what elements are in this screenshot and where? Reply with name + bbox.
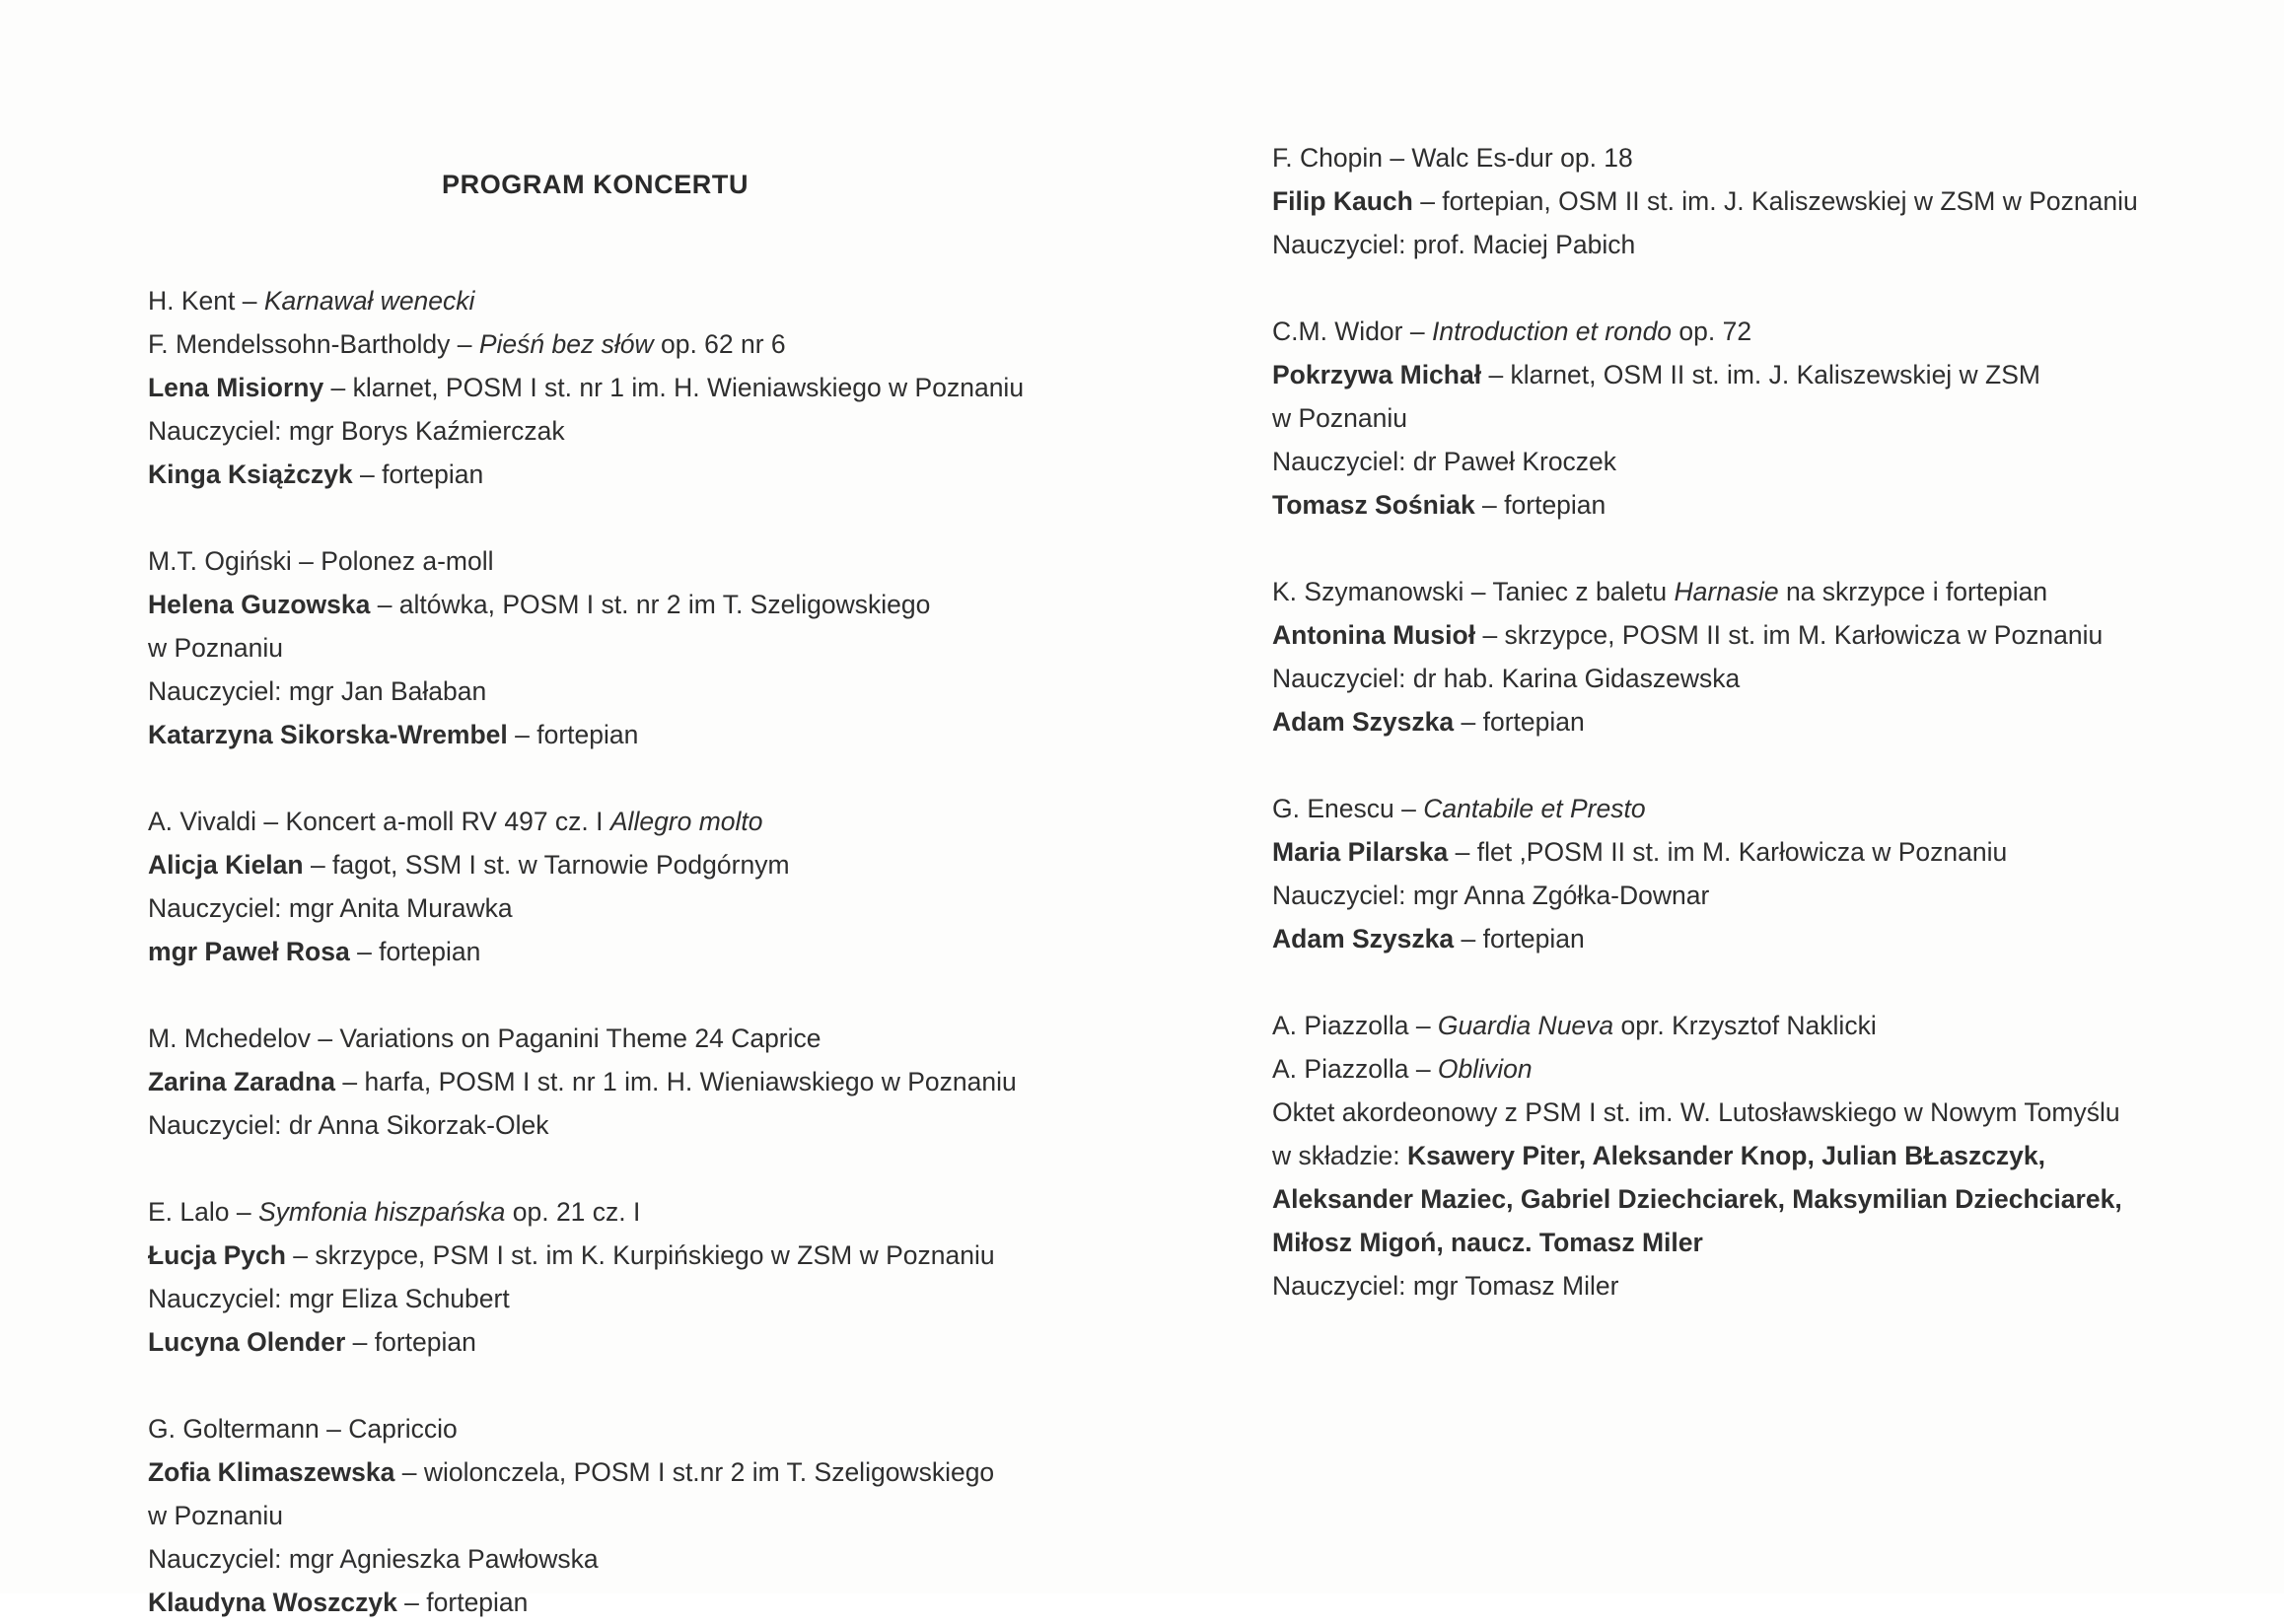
work-title: Guardia Nueva bbox=[1437, 1011, 1614, 1040]
performer-name: Filip Kauch bbox=[1272, 186, 1413, 216]
text-segment: Nauczyciel: dr Anna Sikorzak-Olek bbox=[148, 1110, 549, 1140]
text-segment: – harfa, POSM I st. nr 1 im. H. Wieniawskiego w Poznaniu bbox=[334, 1067, 1017, 1096]
performer-name: Alicja Kielan bbox=[148, 850, 304, 880]
page-title: PROGRAM KONCERTU bbox=[442, 170, 749, 199]
text-segment: Nauczyciel: mgr Agnieszka Pawłowska bbox=[148, 1544, 599, 1574]
performer-name: Klaudyna Woszczyk bbox=[148, 1588, 397, 1617]
performer-name: Ksawery Piter, Aleksander Knop, Julian BŁaszczyk, bbox=[1406, 1141, 2046, 1170]
text-segment: w składzie: bbox=[1272, 1141, 1407, 1170]
program-entry bbox=[148, 800, 1144, 973]
work-title: Pieśń bez słów bbox=[478, 329, 654, 359]
text-segment: Nauczyciel: mgr Anna Zgółka-Downar bbox=[1272, 881, 1710, 910]
text-segment: – fagot, SSM I st. w Tarnowie Podgórnym bbox=[303, 850, 790, 880]
text-segment: Nauczyciel: prof. Maciej Pabich bbox=[1272, 230, 1636, 259]
program-entry-line bbox=[148, 886, 1144, 930]
program-entry-line bbox=[148, 1581, 1144, 1624]
program-entry-line bbox=[1272, 223, 2219, 266]
text-segment: – fortepian bbox=[345, 1327, 476, 1357]
text-segment: – wiolonczela, POSM I st.nr 2 im T. Szeligowskiego bbox=[394, 1457, 995, 1487]
text-segment: – klarnet, POSM I st. nr 1 im. H. Wieniawskiego w Poznaniu bbox=[323, 373, 1025, 402]
text-segment: – skrzypce, PSM I st. im K. Kurpińskiego w ZSM w Poznaniu bbox=[285, 1240, 995, 1270]
program-entry bbox=[1272, 570, 2219, 743]
performer-name: Lena Misiorny bbox=[148, 373, 324, 402]
program-entry-line bbox=[1272, 570, 2219, 613]
program-entry bbox=[1272, 136, 2219, 266]
program-entry-line bbox=[1272, 1004, 2219, 1047]
text-segment: opr. Krzysztof Naklicki bbox=[1613, 1011, 1877, 1040]
performer-name: Pokrzywa Michał bbox=[1272, 360, 1482, 389]
program-entry bbox=[148, 539, 1144, 756]
program-entry-line bbox=[148, 366, 1144, 409]
program-entry-line bbox=[148, 1234, 1144, 1277]
text-segment: na skrzypce i fortepian bbox=[1778, 577, 2048, 606]
program-entry-line bbox=[1272, 310, 2219, 353]
program-right-column bbox=[1272, 136, 2219, 1307]
program-entry-line bbox=[148, 1277, 1144, 1320]
program-entry-line bbox=[148, 1494, 1144, 1537]
performer-name: Miłosz Migoń, naucz. Tomasz Miler bbox=[1272, 1228, 1703, 1257]
performer-name: Kinga Książczyk bbox=[148, 459, 353, 489]
program-entry bbox=[148, 1407, 1144, 1624]
program-entry-line bbox=[148, 1017, 1144, 1060]
program-entry-line bbox=[148, 322, 1144, 366]
text-segment: op. 72 bbox=[1672, 317, 1752, 346]
performer-name: Aleksander Maziec, Gabriel Dziechciarek, Maksymilian Dziechciarek, bbox=[1272, 1184, 2122, 1214]
program-entry-line bbox=[148, 1537, 1144, 1581]
text-segment: C.M. Widor – bbox=[1272, 317, 1432, 346]
text-segment: – fortepian bbox=[1474, 490, 1606, 520]
program-entry-line bbox=[148, 279, 1144, 322]
work-title: Introduction et rondo bbox=[1431, 317, 1673, 346]
text-segment: E. Lalo – bbox=[148, 1197, 258, 1227]
program-entry-line bbox=[1272, 440, 2219, 483]
program-entry-line bbox=[148, 1190, 1144, 1234]
program-entry-line bbox=[148, 800, 1144, 843]
work-title: Karnawał wenecki bbox=[263, 286, 475, 316]
program-entry bbox=[1272, 310, 2219, 527]
text-segment: – fortepian bbox=[507, 720, 639, 749]
text-segment: F. Chopin – Walc Es-dur op. 18 bbox=[1272, 143, 1633, 173]
program-entry-line bbox=[148, 1320, 1144, 1364]
text-segment: – fortepian, OSM II st. im. J. Kaliszewskiej w ZSM w Poznaniu bbox=[1412, 186, 2138, 216]
performer-name: mgr Paweł Rosa bbox=[148, 937, 350, 966]
work-title: Harnasie bbox=[1674, 577, 1779, 606]
text-segment: – fortepian bbox=[1454, 707, 1585, 737]
program-entry-line bbox=[1272, 787, 2219, 830]
program-entry-line bbox=[148, 1103, 1144, 1147]
text-segment: G. Enescu – bbox=[1272, 794, 1424, 823]
text-segment: M. Mchedelov – Variations on Paganini Theme 24 Caprice bbox=[148, 1024, 821, 1053]
text-segment: Nauczyciel: mgr Tomasz Miler bbox=[1272, 1271, 1619, 1301]
performer-name: Tomasz Sośniak bbox=[1272, 490, 1475, 520]
program-entry-line bbox=[148, 713, 1144, 756]
program-entry bbox=[148, 1190, 1144, 1364]
text-segment: op. 21 cz. I bbox=[505, 1197, 641, 1227]
text-segment: w Poznaniu bbox=[148, 1501, 284, 1530]
program-entry-line bbox=[148, 409, 1144, 453]
program-left-column bbox=[148, 279, 1144, 1624]
program-entry-line bbox=[1272, 1091, 2219, 1134]
text-segment: A. Piazzolla – bbox=[1272, 1054, 1438, 1084]
program-entry-line bbox=[148, 583, 1144, 626]
work-title: Symfonia hiszpańska bbox=[257, 1197, 506, 1227]
text-segment: w Poznaniu bbox=[1272, 403, 1408, 433]
program-entry-line bbox=[1272, 1264, 2219, 1307]
performer-name: Maria Pilarska bbox=[1272, 837, 1449, 867]
text-segment: – fortepian bbox=[349, 937, 481, 966]
program-entry-line bbox=[1272, 830, 2219, 874]
text-segment: w Poznaniu bbox=[148, 633, 284, 663]
text-segment: – altówka, POSM I st. nr 2 im T. Szeligowskiego bbox=[370, 590, 931, 619]
program-entry-line bbox=[1272, 396, 2219, 440]
program-entry-line bbox=[148, 626, 1144, 670]
performer-name: Adam Szyszka bbox=[1272, 924, 1455, 953]
text-segment: Nauczyciel: mgr Borys Kaźmierczak bbox=[148, 416, 565, 446]
text-segment: op. 62 nr 6 bbox=[653, 329, 786, 359]
program-entry bbox=[148, 1017, 1144, 1147]
performer-name: Adam Szyszka bbox=[1272, 707, 1455, 737]
program-entry-line bbox=[148, 539, 1144, 583]
program-entry-line bbox=[1272, 613, 2219, 657]
program-entry-line bbox=[148, 1407, 1144, 1450]
text-segment: – flet ,POSM II st. im M. Karłowicza w Poznaniu bbox=[1448, 837, 2008, 867]
program-entry-line bbox=[1272, 1177, 2219, 1221]
text-segment: – skrzypce, POSM II st. im M. Karłowicza w Poznaniu bbox=[1475, 620, 2104, 650]
program-entry-line bbox=[1272, 136, 2219, 179]
program-entry-line bbox=[1272, 657, 2219, 700]
program-entry-line bbox=[1272, 1047, 2219, 1091]
program-entry-line bbox=[1272, 700, 2219, 743]
text-segment: Nauczyciel: dr Paweł Kroczek bbox=[1272, 447, 1617, 476]
text-segment: K. Szymanowski – Taniec z baletu bbox=[1272, 577, 1675, 606]
text-segment: H. Kent – bbox=[148, 286, 264, 316]
program-entry-line bbox=[148, 453, 1144, 496]
text-segment: – fortepian bbox=[352, 459, 484, 489]
text-segment: A. Vivaldi – Koncert a-moll RV 497 cz. I bbox=[148, 807, 610, 836]
performer-name: Helena Guzowska bbox=[148, 590, 371, 619]
program-entry-line bbox=[148, 670, 1144, 713]
text-segment: – fortepian bbox=[396, 1588, 529, 1617]
program-entry-line bbox=[1272, 179, 2219, 223]
work-title: Allegro molto bbox=[609, 807, 763, 836]
performer-name: Lucyna Olender bbox=[148, 1327, 346, 1357]
program-entry-line bbox=[148, 930, 1144, 973]
program-entry-line bbox=[1272, 353, 2219, 396]
program-entry-line bbox=[1272, 917, 2219, 960]
text-segment: Nauczyciel: mgr Jan Bałaban bbox=[148, 676, 487, 706]
program-entry-line bbox=[1272, 483, 2219, 527]
program-entry bbox=[1272, 1004, 2219, 1307]
performer-name: Zarina Zaradna bbox=[148, 1067, 335, 1096]
text-segment: A. Piazzolla – bbox=[1272, 1011, 1438, 1040]
program-entry-line bbox=[148, 843, 1144, 886]
text-segment: Nauczyciel: mgr Anita Murawka bbox=[148, 893, 513, 923]
performer-name: Zofia Klimaszewska bbox=[148, 1457, 395, 1487]
performer-name: Łucja Pych bbox=[148, 1240, 286, 1270]
text-segment: Nauczyciel: mgr Eliza Schubert bbox=[148, 1284, 510, 1313]
text-segment: M.T. Ogiński – Polonez a-moll bbox=[148, 546, 494, 576]
program-entry-line bbox=[1272, 1221, 2219, 1264]
performer-name: Katarzyna Sikorska-Wrembel bbox=[148, 720, 508, 749]
text-segment: Oktet akordeonowy z PSM I st. im. W. Lutosławskiego w Nowym Tomyślu bbox=[1272, 1097, 2120, 1127]
performer-name: Antonina Musioł bbox=[1272, 620, 1476, 650]
program-entry-line bbox=[148, 1450, 1144, 1494]
program-entry-line bbox=[1272, 874, 2219, 917]
text-segment: – fortepian bbox=[1454, 924, 1585, 953]
work-title: Cantabile et Presto bbox=[1423, 794, 1646, 823]
program-entry bbox=[1272, 787, 2219, 960]
work-title: Oblivion bbox=[1437, 1054, 1533, 1084]
text-segment: – klarnet, OSM II st. im. J. Kaliszewskiej w ZSM bbox=[1481, 360, 2040, 389]
text-segment: Nauczyciel: dr hab. Karina Gidaszewska bbox=[1272, 664, 1741, 693]
program-entry bbox=[148, 279, 1144, 496]
program-entry-line bbox=[1272, 1134, 2219, 1177]
text-segment: G. Goltermann – Capriccio bbox=[148, 1414, 458, 1444]
text-segment: F. Mendelssohn-Bartholdy – bbox=[148, 329, 479, 359]
program-entry-line bbox=[148, 1060, 1144, 1103]
